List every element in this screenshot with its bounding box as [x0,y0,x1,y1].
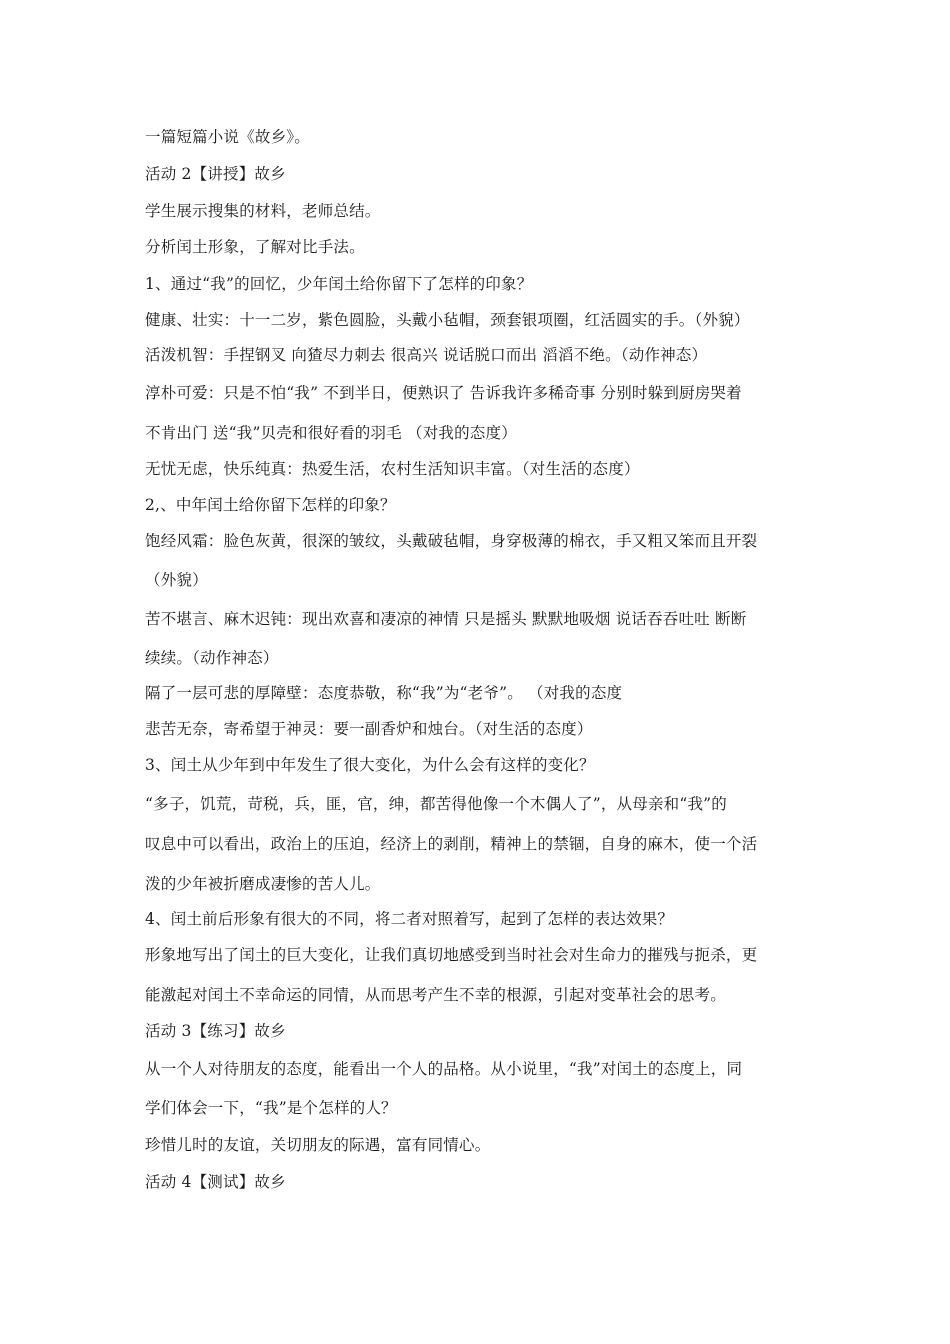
text-line: （外貌） [145,571,208,589]
text-line: 饱经风霜：脸色灰黄，很深的皱纹，头戴破毡帽，身穿极薄的棉衣，手又粗又笨而且开裂 [145,532,758,550]
text-line: 续续。（动作神态） [145,649,279,667]
text-line: 分析闰土形象，了解对比手法。 [145,238,365,256]
question-line: 3、闰土从少年到中年发生了很大变化，为什么会有这样的变化？ [145,756,595,774]
text-line: 一篇短篇小说《故乡》。 [145,128,310,146]
activity-heading: 活动 4【测试】故乡 [145,1173,286,1191]
text-line: 隔了一层可悲的厚障壁：态度恭敬，称“我”为“老爷”。 （对我的态度 [145,684,623,702]
text-line: 健康、壮实：十一二岁，紫色圆脸，头戴小毡帽，颈套银项圈，红活圆实的手。（外貌） [145,311,750,329]
activity-heading: 活动 2【讲授】故乡 [145,165,286,183]
text-line: “多子，饥荒，苛税，兵，匪，官，绅，都苦得他像一个木偶人了”，从母亲和“我”的 [145,795,727,813]
activity-heading: 活动 3【练习】故乡 [145,1022,286,1040]
text-line: 叹息中可以看出，政治上的压迫，经济上的剥削，精神上的禁锢，自身的麻木，使一个活 [145,835,758,853]
text-line: 苦不堪言、麻木迟钝：现出欢喜和凄凉的神情 只是摇头 默默地吸烟 说话吞吞吐吐 断断 [145,610,747,628]
text-line: 悲苦无奈，寄希望于神灵：要一副香炉和烛台。（对生活的态度） [145,720,593,738]
text-line: 淳朴可爱：只是不怕“我” 不到半日，便熟识了 告诉我许多稀奇事 分别时躲到厨房哭着 [145,384,742,402]
text-line: 学生展示搜集的材料，老师总结。 [145,202,381,220]
text-line: 能激起对闰土不幸命运的同情，从而思考产生不幸的根源，引起对变革社会的思考。 [145,986,726,1004]
text-line: 不肯出门 送“我”贝壳和很好看的羽毛 （对我的态度） [145,424,517,442]
question-line: 2,、中年闰土给你留下怎样的印象？ [145,496,396,514]
text-line: 珍惜儿时的友谊，关切朋友的际遇，富有同情心。 [145,1136,491,1154]
text-line: 无忧无虑，快乐纯真：热爱生活，农村生活知识丰富。（对生活的态度） [145,460,640,478]
text-line: 形象地写出了闰土的巨大变化，让我们真切地感受到当时社会对生命力的摧残与扼杀，更 [145,946,758,964]
text-line: 活泼机智：手捏钢叉 向猹尽力刺去 很高兴 说话脱口而出 滔滔不绝。（动作神态） [145,346,708,364]
question-line: 1、通过“我”的回忆，少年闰土给你留下了怎样的印象？ [145,275,533,293]
text-line: 学们体会一下，“我”是个怎样的人？ [145,1099,397,1117]
question-line: 4、闰土前后形象有很大的不同，将二者对照着写，起到了怎样的表达效果？ [145,910,674,928]
text-line: 从一个人对待朋友的态度，能看出一个人的品格。从小说里，“我”对闰土的态度上，同 [145,1060,743,1078]
text-line: 泼的少年被折磨成凄惨的苦人儿。 [145,875,381,893]
